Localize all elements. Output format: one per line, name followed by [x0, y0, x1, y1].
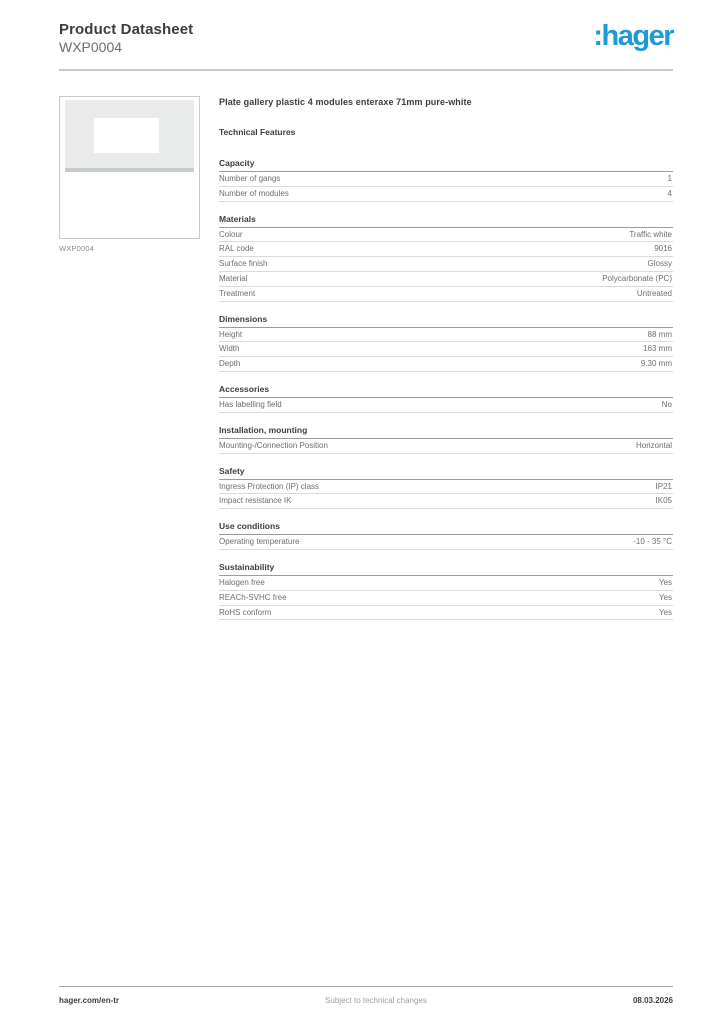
- spec-row: [219, 228, 673, 243]
- page-header: [59, 0, 673, 71]
- spec-row-label: Depth: [219, 359, 241, 369]
- spec-row-value: 4: [667, 188, 672, 198]
- spec-row-value: 9016: [654, 244, 672, 254]
- plate-graphic: [65, 100, 194, 172]
- spec-section: [219, 214, 673, 302]
- spec-row-label: Halogen free: [219, 577, 265, 587]
- spec-row-value: IK05: [655, 496, 672, 506]
- section-title: Capacity: [219, 158, 673, 172]
- spec-row: [219, 328, 673, 343]
- section-title: Sustainability: [219, 562, 673, 576]
- spec-section: [219, 158, 673, 202]
- spec-row-label: RoHS conform: [219, 607, 272, 617]
- spec-row: [219, 242, 673, 257]
- spec-row: [219, 398, 673, 413]
- main-content: [59, 96, 673, 620]
- product-image-caption: WXP0004: [59, 244, 95, 253]
- section-title: Materials: [219, 214, 673, 228]
- spec-row-value: Yes: [658, 577, 672, 587]
- spec-row: [219, 439, 673, 454]
- spec-row-label: Mounting-/Connection Position: [219, 440, 328, 450]
- spec-row: [219, 535, 673, 550]
- spec-row: [219, 357, 673, 372]
- spec-section: [219, 562, 673, 620]
- spec-section: [219, 314, 673, 372]
- plate-shadow: [65, 168, 194, 172]
- hager-logo: :hager: [593, 20, 673, 52]
- spec-row-label: Height: [219, 329, 243, 339]
- spec-section: [219, 521, 673, 550]
- spec-section: [219, 466, 673, 510]
- spec-row-value: Yes: [658, 592, 672, 602]
- spec-sections: [219, 158, 673, 620]
- section-title: Dimensions: [219, 314, 673, 328]
- spec-row-value: Traffic white: [629, 229, 672, 239]
- spec-row-value: 1: [667, 174, 672, 183]
- spec-row-label: Ingress Protection (IP) class: [219, 481, 320, 491]
- spec-row-value: Yes: [658, 607, 672, 617]
- page-title: Product Datasheet: [59, 21, 194, 38]
- product-code-subtitle: WXP0004: [59, 39, 123, 56]
- footer-notice: Subject to technical changes: [325, 996, 427, 1005]
- footer-website: hager.com/en-tr: [59, 996, 120, 1005]
- spec-row-value: 163 mm: [643, 344, 672, 354]
- specs-column: [219, 96, 673, 620]
- spec-row-label: Surface finish: [219, 259, 268, 269]
- spec-row-value: Polycarbonate (PC): [602, 273, 672, 283]
- spec-row: [219, 606, 673, 621]
- spec-row: [219, 287, 673, 302]
- spec-row-label: Impact resistance IK: [219, 496, 292, 506]
- spec-row: [219, 272, 673, 287]
- spec-row: [219, 591, 673, 606]
- page-footer: [59, 986, 673, 1005]
- section-title: Safety: [219, 466, 673, 480]
- spec-row: [219, 576, 673, 591]
- spec-row: [219, 480, 673, 495]
- spec-row-label: Colour: [219, 229, 243, 239]
- spec-row-label: Width: [219, 344, 240, 354]
- spec-row: [219, 172, 673, 187]
- spec-row: [219, 342, 673, 357]
- spec-row-label: Material: [219, 273, 248, 283]
- spec-row-value: No: [661, 399, 672, 409]
- spec-row-label: Operating temperature: [219, 537, 300, 547]
- spec-row: [219, 187, 673, 202]
- spec-section: [219, 425, 673, 454]
- technical-features-heading: Technical Features: [219, 127, 296, 137]
- product-name: Plate gallery plastic 4 modules enteraxe 71mm pure-white: [219, 97, 472, 107]
- section-title: Installation, mounting: [219, 425, 673, 439]
- spec-row-label: Number of gangs: [219, 174, 281, 183]
- spec-row-value: Untreated: [636, 288, 672, 298]
- product-image: [59, 96, 200, 239]
- spec-row-value: Glossy: [647, 259, 672, 269]
- plate-window: [94, 118, 159, 153]
- spec-row-label: Number of modules: [219, 188, 289, 198]
- section-title: Use conditions: [219, 521, 673, 535]
- spec-section: [219, 384, 673, 413]
- spec-row-value: -10 - 35 °C: [633, 537, 672, 547]
- spec-row: [219, 257, 673, 272]
- product-figure: [59, 96, 200, 253]
- spec-row-value: 9.30 mm: [640, 359, 672, 369]
- spec-row-value: Horizontal: [635, 440, 672, 450]
- spec-row: [219, 494, 673, 509]
- spec-row-label: Treatment: [219, 288, 256, 298]
- section-title: Accessories: [219, 384, 673, 398]
- spec-row-value: 88 mm: [647, 329, 672, 339]
- footer-date: 08.03.2026: [632, 996, 673, 1005]
- spec-row-label: RAL code: [219, 244, 254, 254]
- spec-row-label: Has labelling field: [219, 399, 282, 409]
- spec-row-label: REACh-SVHC free: [219, 592, 287, 602]
- spec-row-value: IP21: [655, 481, 672, 491]
